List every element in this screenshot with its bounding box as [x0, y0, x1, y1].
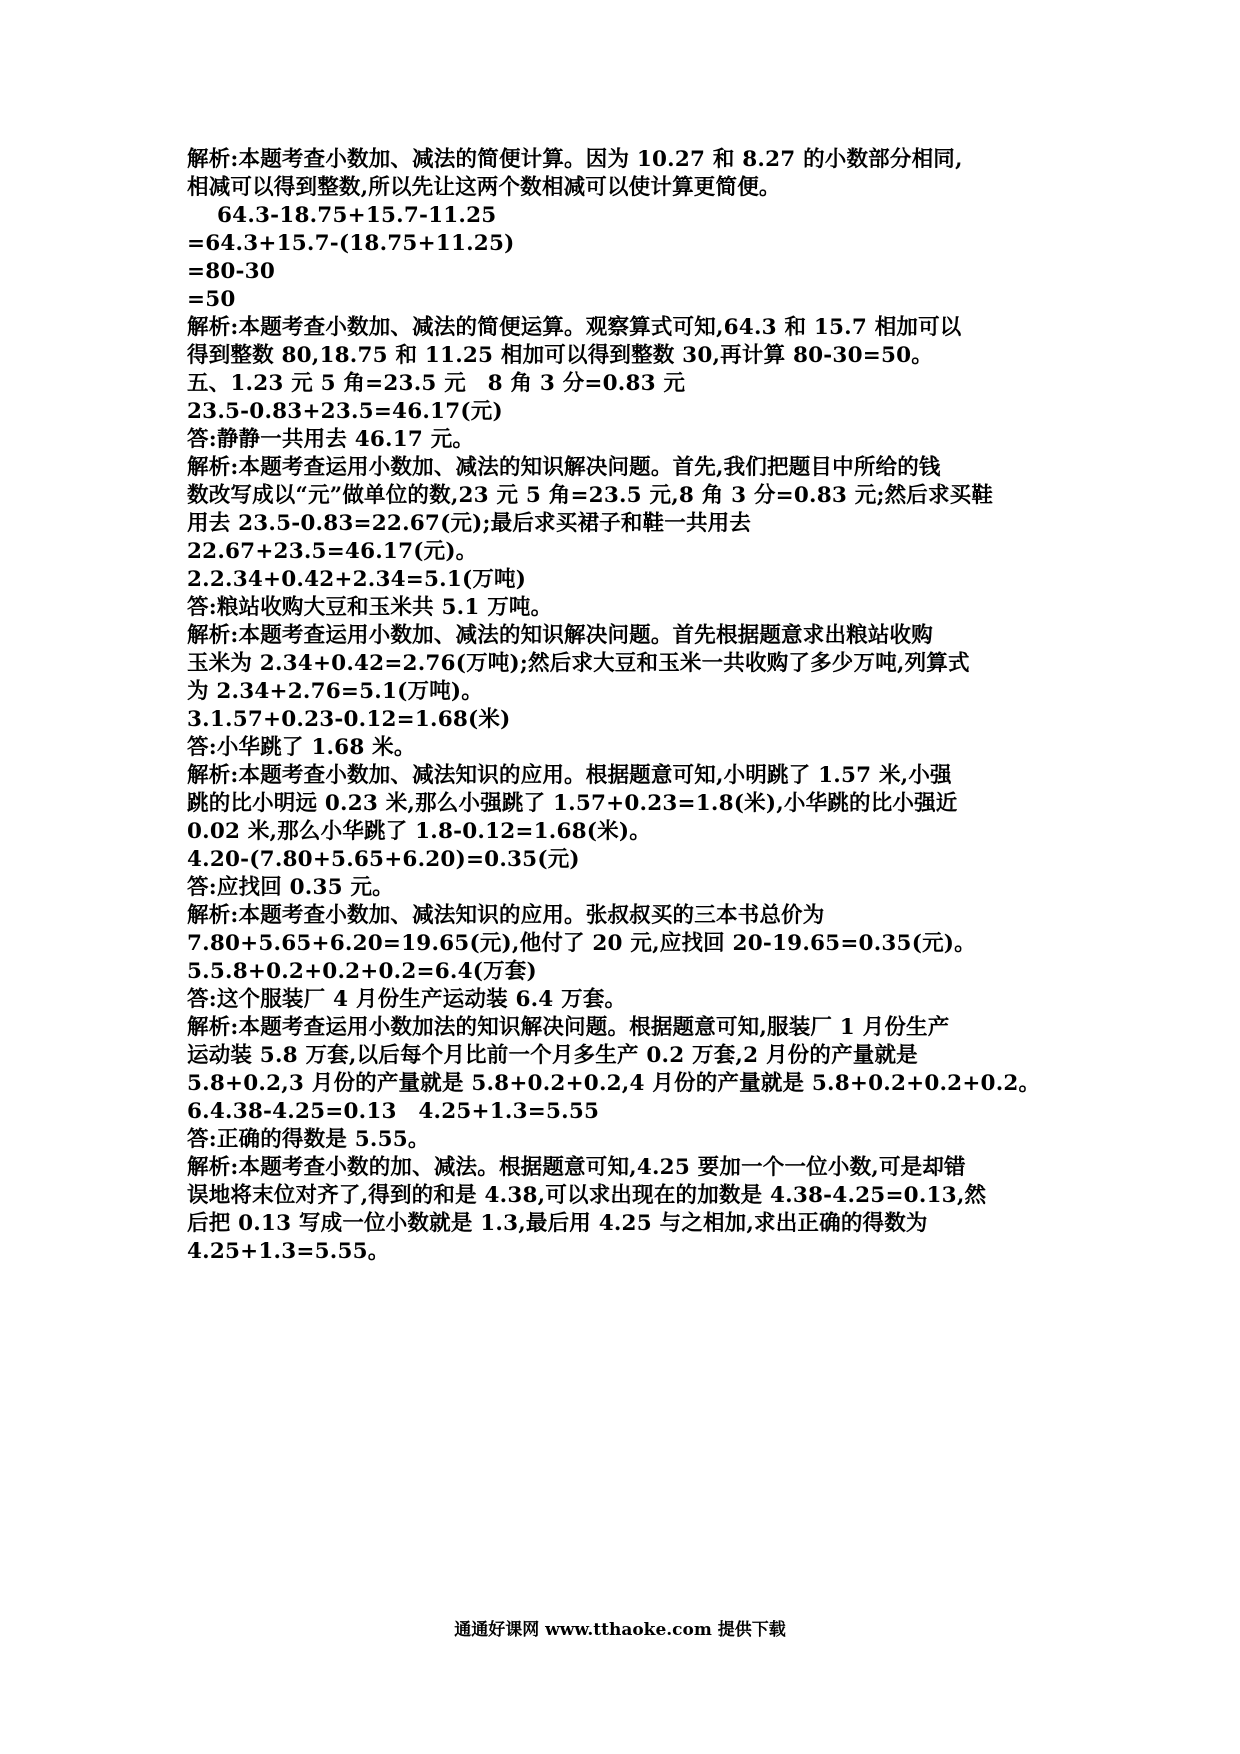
text-line: 用去 23.5-0.83=22.67(元);最后求买裙子和鞋一共用去	[187, 511, 752, 536]
answer-line: 答:粮站收购大豆和玉米共 5.1 万吨。	[187, 595, 553, 620]
equation-line: 3.1.57+0.23-0.12=1.68(米)	[187, 707, 511, 732]
text-line: 解析:本题考查小数加、减法知识的应用。根据题意可知,小明跳了 1.57 米,小强	[187, 763, 952, 788]
answer-line: 答:应找回 0.35 元。	[187, 875, 394, 900]
text-line: 后把 0.13 写成一位小数就是 1.3,最后用 4.25 与之相加,求出正确的得数为	[187, 1211, 928, 1236]
answer-line: 答:小华跳了 1.68 米。	[187, 735, 416, 760]
text-line: 相减可以得到整数,所以先让这两个数相减可以使计算更简便。	[187, 175, 781, 200]
equation-line: 64.3-18.75+15.7-11.25	[217, 203, 497, 228]
section-heading: 五、1.23 元 5 角=23.5 元 8 角 3 分=0.83 元	[187, 371, 686, 396]
answer-line: 答:这个服装厂 4 月份生产运动装 6.4 万套。	[187, 987, 627, 1012]
text-line: 解析:本题考查小数加、减法的简便计算。因为 10.27 和 8.27 的小数部分相同,	[187, 147, 963, 172]
text-line: 数改写成以“元”做单位的数,23 元 5 角=23.5 元,8 角 3 分=0.83 元;然后求买鞋	[187, 483, 994, 508]
text-line: 误地将末位对齐了,得到的和是 4.38,可以求出现在的加数是 4.38-4.25=0.13,然	[187, 1183, 987, 1208]
text-line: 为 2.34+2.76=5.1(万吨)。	[187, 679, 483, 704]
equation-line: 6.4.38-4.25=0.13 4.25+1.3=5.55	[187, 1099, 600, 1124]
equation-line: =50	[187, 287, 236, 312]
text-line: 7.80+5.65+6.20=19.65(元),他付了 20 元,应找回 20-19.65=0.35(元)。	[187, 931, 976, 956]
text-line: 解析:本题考查运用小数加法的知识解决问题。根据题意可知,服装厂 1 月份生产	[187, 1015, 950, 1040]
text-line: 得到整数 80,18.75 和 11.25 相加可以得到整数 30,再计算 80-30=50。	[187, 343, 933, 368]
equation-line: 2.2.34+0.42+2.34=5.1(万吨)	[187, 567, 527, 592]
text-line: 解析:本题考查小数加、减法知识的应用。张叔叔买的三本书总价为	[187, 903, 825, 928]
answer-line: 答:正确的得数是 5.55。	[187, 1127, 430, 1152]
document-body	[187, 146, 1067, 1266]
text-line: 解析:本题考查运用小数加、减法的知识解决问题。首先根据题意求出粮站收购	[187, 623, 933, 648]
equation-line: 5.5.8+0.2+0.2+0.2=6.4(万套)	[187, 959, 537, 984]
text-line: 5.8+0.2,3 月份的产量就是 5.8+0.2+0.2,4 月份的产量就是 5.8+0.2+0.2+0.2。	[187, 1071, 1041, 1096]
equation-line: 4.20-(7.80+5.65+6.20)=0.35(元)	[187, 847, 580, 872]
text-line: 运动装 5.8 万套,以后每个月比前一个月多生产 0.2 万套,2 月份的产量就是	[187, 1043, 918, 1068]
text-line: 解析:本题考查小数的加、减法。根据题意可知,4.25 要加一个一位小数,可是却错	[187, 1155, 966, 1180]
text-line: 玉米为 2.34+0.42=2.76(万吨);然后求大豆和玉米一共收购了多少万吨,列算式	[187, 651, 970, 676]
page-footer: 通通好课网 www.tthaoke.com 提供下载	[454, 1620, 786, 1640]
answer-line: 答:静静一共用去 46.17 元。	[187, 427, 475, 452]
equation-line: =80-30	[187, 259, 275, 284]
text-line: 0.02 米,那么小华跳了 1.8-0.12=1.68(米)。	[187, 819, 651, 844]
text-line: 解析:本题考查小数加、减法的简便运算。观察算式可知,64.3 和 15.7 相加可以	[187, 315, 962, 340]
text-line: 22.67+23.5=46.17(元)。	[187, 539, 478, 564]
equation-line: 23.5-0.83+23.5=46.17(元)	[187, 399, 503, 424]
text-line: 4.25+1.3=5.55。	[187, 1239, 390, 1264]
text-line: 跳的比小明远 0.23 米,那么小强跳了 1.57+0.23=1.8(米),小华跳的比小强近	[187, 791, 958, 816]
equation-line: =64.3+15.7-(18.75+11.25)	[187, 231, 515, 256]
text-line: 解析:本题考查运用小数加、减法的知识解决问题。首先,我们把题目中所给的钱	[187, 455, 941, 480]
